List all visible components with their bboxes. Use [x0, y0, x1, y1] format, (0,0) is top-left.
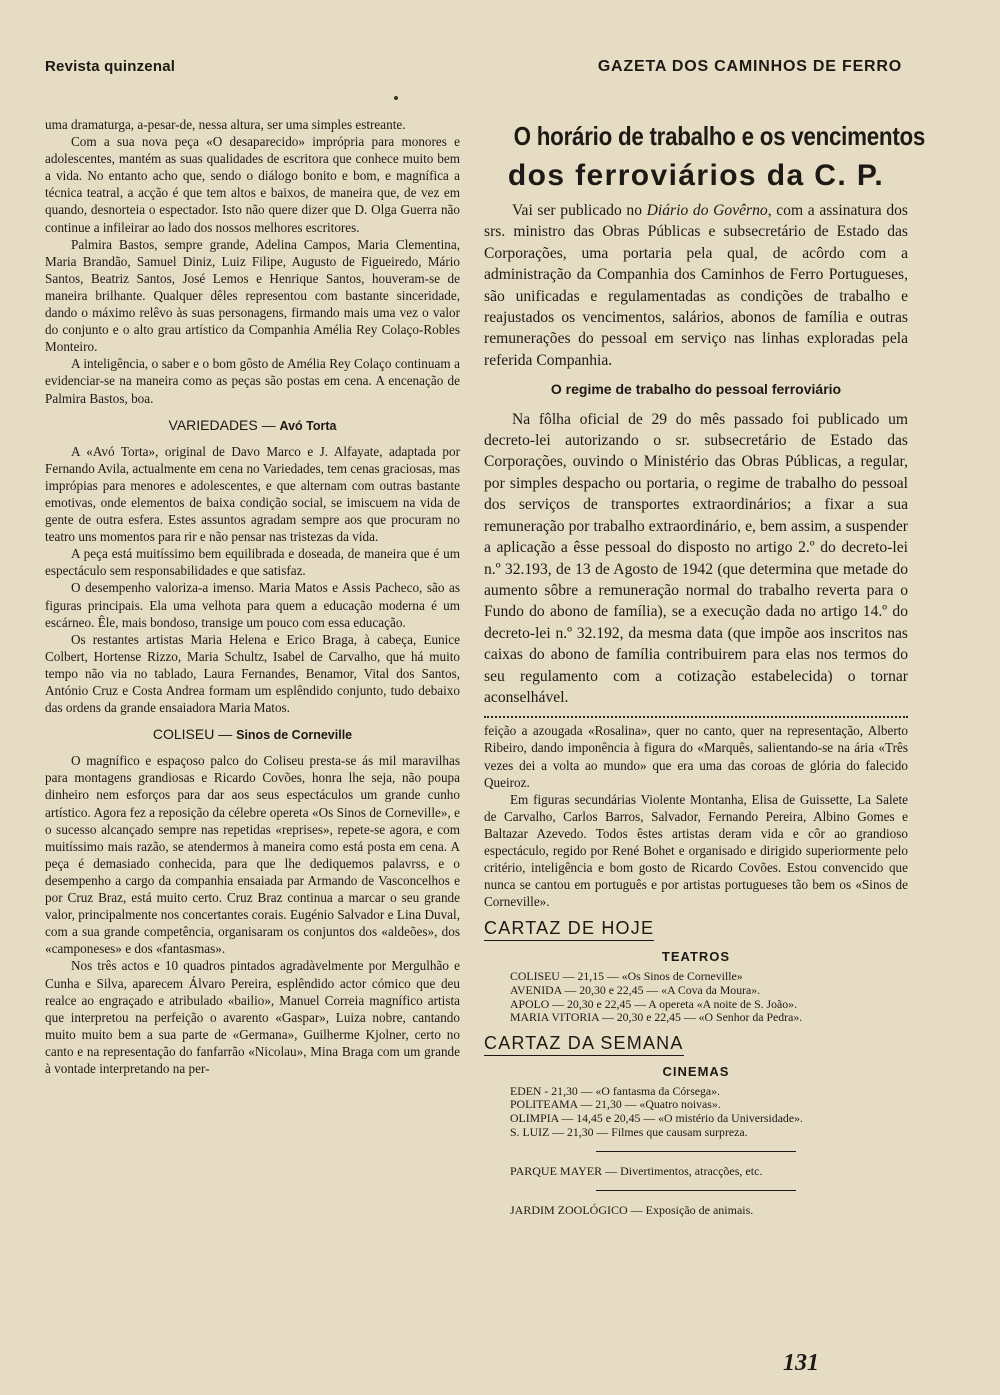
list-item: OLIMPIA — 14,45 e 20,45 — «O mistério da Universidade». — [510, 1110, 803, 1125]
list-item: AVENIDA — 20,30 e 22,45 — «A Cova da Moura». — [510, 982, 761, 997]
header-right: GAZETA DOS CAMINHOS DE FERRO — [597, 58, 902, 75]
paragraph: O desempenho valoriza-a imenso. Maria Matos e Assis Pacheco, são as figuras principais. Ela uma velhota para quem a educação moderna é um escárneo. Êle, mais bondoso, transige um pouco com essa educação. — [45, 580, 460, 630]
cartaz-semana-heading: CARTAZ DA SEMANA — [484, 1033, 684, 1056]
list-item: S. LUIZ — 21,30 — Filmes que causam surpreza. — [510, 1124, 748, 1139]
cartaz-hoje-heading: CARTAZ DE HOJE — [484, 918, 654, 941]
paragraph: Na fôlha oficial de 29 do mês passado foi publicado um decreto-lei autorizando o sr. subsecretário de Estado das Corporações, ouvindo o Ministério das Obras Públicas, a regular, por simples despacho ou portaria, o regime de trabalho do pessoal dos serviços de transportes extraordinários; a fixar a sua remuneração por trabalho extraordinário, e, bem assim, a suspender a aplicação a êsse pessoal do disposto no artigo 2.º do decreto-lei n.º 32.193, de 13 de Agosto de 1942 (que determina que metade do aumento sôbre a remuneração normal do trabalho reverta para o Fundo do abono de família), se a execução dada no artigo 14.º do decreto-lei n.º 32.192, da mesma data (que impõe aos inscritos nas caixas do abono de família contribuirem para elas nos termos do seu regulamento com a cotização estabelecida) o tornar aconselhável. — [484, 410, 908, 706]
paragraph: A peça está muitíssimo bem equilibrada e doseada, de maneira que é um espectáculo sem responsabilidades e que satisfaz. — [45, 546, 460, 579]
category-cinemas: CINEMAS — [662, 1063, 730, 1079]
divider — [596, 1151, 796, 1152]
list-item: POLITEAMA — 21,30 — «Quatro noivas». — [510, 1097, 721, 1112]
list-item: MARIA VITORIA — 20,30 e 22,45 — «O Senhor da Pedra». — [510, 1010, 803, 1025]
paragraph: feição a azougada «Rosalina», quer no canto, quer na representação, Alberto Ribeiro, dando imponência à figura do «Marquês, salientando-se na ária «Três vezes dei a volta ao mundo» que era uma das coroas de glória do falecido Queiroz. — [484, 723, 908, 790]
paragraph: Em figuras secundárias Violente Montanha, Elisa de Guissette, La Salete de Carvalho, Carlos Barros, Salvador, Fernando Pereira, Albino Gomes e Baltazar Azevedo. Todos êstes artistas deram vida e côr ao grandioso espectáculo, regido por René Bohet e organisado e dirigido superiormente pelo critério, inteligência e bom gosto de Ricardo Covões. Estou convencido que nunca se cantou em português e por artistas portugueses tão bem os «Sinos de Corneville». — [484, 791, 908, 910]
ink-dot — [394, 96, 398, 100]
category-teatros: TEATROS — [661, 949, 731, 965]
continuation-text — [484, 722, 908, 910]
paragraph: Os restantes artistas Maria Helena e Erico Braga, à cabeça, Eunice Colbert, Hortense Rizzo, Maria Schultz, Isabel de Carvalho, que há muito tempo não via no tablado, Laura Fernandes, Benamor, Vital dos Santos, António Cruz e Costa Andrea formam um esplêndido conjunto, tudo debaixo das ordens da grande ensaiadora Maria Matos. — [45, 631, 460, 716]
paragraph: A «Avó Torta», original de Davo Marco e J. Alfayate, adaptada por Fernando Avila, actualmente em cena no Variedades, tem cenas graciosas, mas imprópias para menores e adolescentes, e que alternam com outras bastante emotivas, onde elementos de baixa condição social, se imiscuem na vida de gente de outra esfera. Estes assuntos agradam sempre aos que procuram no teatro uns momentos para rir e não pensar nas tristezas da vida. — [45, 443, 460, 545]
section-heading-variedades: VARIEDADES — Avó Torta — [168, 416, 337, 433]
section-heading-coliseu: COLISEU — Sinos de Corneville — [152, 726, 353, 743]
list-item: COLISEU — 21,15 — «Os Sinos de Corneville» — [510, 969, 743, 984]
paragraph: Nos três actos e 10 quadros pintados agradàvelmente por Mergulhão e Cunha e Silva, aparecem Álvaro Pereira, esplêndido actor cómico que deu realce ao engraçado e atribulado «bailio», Manuel Correia magnífico artista que interpretou na perfeição o avarento «Gaspar», Luiza nobre, cantando muito muito bem a sua parte de «Germana», Guilherme Kjolner, certo no canto e na representação do fanfarrão «Nicolau», Mina Braga com um grande à vontade interpretando na per- — [45, 958, 460, 1076]
divider — [596, 1190, 796, 1191]
page-number: 131 — [783, 1350, 819, 1376]
list-item: EDEN - 21,30 — «O fantasma da Córsega». — [510, 1083, 720, 1098]
paragraph: Vai ser publicado no Diário do Govêrno, com a assinatura dos srs. ministro das Obras Públicas e subsecretário de Estado das Corporações, uma portaria pela qual, de acôrdo com a administração da Companhia dos Caminhos de Ferro Portugueses, são unificadas e regulamentadas as condições de trabalho e reajustados os vencimentos, salários, abonos de família e outras remunerações do pessoal em serviço nas linhas exploradas pela referida Companhia. — [484, 202, 908, 369]
article-body — [484, 200, 908, 708]
header-left: Revista quinzenal — [45, 58, 176, 75]
paragraph: A inteligência, o saber e o bom gôsto de Amélia Rey Colaço continuam a evidenciar-se na maneira como as peças são postas em cena. A encenação de Palmira Bastos, boa. — [45, 356, 460, 406]
article-subtitle: O regime de trabalho do pessoal ferroviário — [550, 381, 842, 398]
paragraph: Com a sua nova peça «O desaparecido» imprópria para monores e adolescentes, mantém as suas qualidades de escritora que conhece muito bem a vida. No entanto acho que, sendo o diálogo bonito e bom, e magnífica a técnica teatral, a acção é que tem altos e baixos, de maneira que, de vez em quando, desnorteia o espectador. Isto não quere dizer que D. Olga Guerra não continue a infileirar ao lado dos nossos melhores escritores. — [45, 134, 460, 235]
teatros-list — [510, 970, 908, 1024]
right-column — [484, 116, 926, 1218]
cinemas-list — [510, 1085, 908, 1139]
left-column — [45, 116, 460, 1077]
paragraph: Palmira Bastos, sempre grande, Adelina Campos, Maria Clementina, Maria Brandão, Samuel Diniz, Luiz Filipe, Augusto de Figueiredo, Mário Santos, Beatriz Santos, José Lemos e Henrique Santos, houveram-se de maneira brilhante. Qualquer dêles representou com bastante sinceridade, dando o máximo relêvo às suas personagens, firmando mais uma vez o valor do conjunto e o alto grau artístico da Companhia Amélia Rey Colaço-Robles Monteiro. — [45, 236, 460, 355]
paragraph: uma dramaturga, a-pesar-de, nessa altura, ser uma simples estreante. — [45, 117, 406, 132]
jardim-zoologico-entry: JARDIM ZOOLÓGICO — Exposição de animais. — [510, 1203, 754, 1218]
article-title: O horário de trabalho e os vencimentos dos ferroviários da C. P. — [507, 121, 926, 192]
list-item: APOLO — 20,30 e 22,45 — A opereta «A noite de S. João». — [510, 996, 798, 1011]
dotted-divider — [484, 716, 908, 718]
parque-mayer-entry: PARQUE MAYER — Divertimentos, atracções, etc. — [510, 1164, 763, 1179]
paragraph: O magnífico e espaçoso palco do Coliseu presta-se ás mil maravilhas para montagens grandiosas e Ricardo Covões, honra lhe seja, não poupa dinheiro nem esforços para dar aos seus espectáculos um grande cunho artístico. Agora fez a reposição da célebre opereta «Os Sinos de Corneville», e o sucesso alcançado sempre nas repetidas «reprises», repete-se agora, e com muitíssimo mais razão, se atendermos à maneira como está posta em cena. A peça é demasiado conhecida, para que lhe dediquemos palavrss, e o desempenho a cargo da companhia ensaiada par Armando de Vasconcelhos e por Cruz Braz, está muito certo. Cruz Braz continua a marcar o seu grande valor, principalmente nos concertantes corais. Eugénio Salvador e Lina Duval, com a sua grande competência, organisaram os conjuntos dos «aldeões», dos «camponeses» e dos «fantasmas». — [45, 753, 460, 957]
